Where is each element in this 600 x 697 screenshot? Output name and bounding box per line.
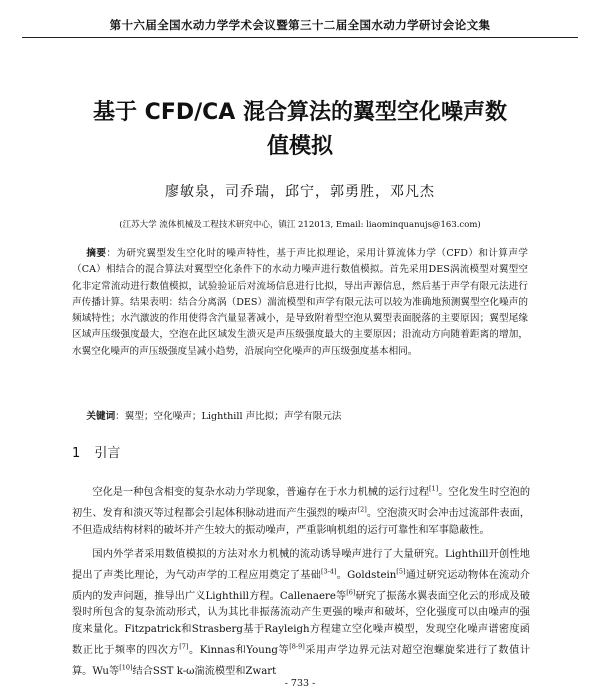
section-number: 1 <box>72 446 81 461</box>
citation-marker: [3-4] <box>320 567 337 576</box>
citation-marker: [1] <box>428 485 439 493</box>
body-paragraph-2 <box>72 547 530 680</box>
title-line-2: 值模拟 <box>266 134 333 159</box>
keywords-text: ：翼型；空化噪声；Lighthill 声比拟；声学有限元法 <box>115 411 342 422</box>
paper-title <box>60 96 540 164</box>
citation-marker: [10] <box>119 663 133 672</box>
proceedings-header: 第十六届全国水动力学学术会议暨第三十二届全国水动力学研讨会论文集 <box>109 18 491 32</box>
section-title: 引言 <box>94 446 121 461</box>
section-heading <box>72 442 120 461</box>
page-number: - 733 - <box>284 678 316 689</box>
title-line-1: 基于 CFD/CA 混合算法的翼型空化噪声数 <box>93 100 507 125</box>
citation-marker: [2] <box>357 505 367 514</box>
body-paragraph-1 <box>72 481 530 539</box>
citation-marker: [6] <box>346 588 356 597</box>
author-list: 廖敏泉，司乔瑞，邱宁，郭勇胜，邓凡杰 <box>165 184 435 200</box>
keywords <box>72 409 528 425</box>
paragraph-text: 空化是一种包含相变的复杂水动力学现象，普遍存在于水力机械的运行过程[1]。空化发生时空泡的初生、发育和溃灭等过程都会引起体积脉动进而产生强烈的噪声[2]。空泡溃灭时会冲击过流部件表面，不但造成结构材料的破坏并产生较大的振动噪声，严重影响机组的运行可靠性和军事隐蔽性。 <box>72 485 531 536</box>
citation-marker: [8-9] <box>289 642 305 651</box>
citation-marker: [7] <box>179 642 189 651</box>
citation-marker: [5] <box>396 567 406 576</box>
abstract-text: ：为研究翼型发生空化时的噪声特性，基于声比拟理论，采用计算流体力学（CFD）和计算声学（CA）相结合的混合算法对翼型空化条件下的水动力噪声进行数值模拟。首先采用DES涡流模型对翼型空化非定常流动进行数值模拟，试验验证后对流场信息进行比拟，导出声源信息，然后基于声学有限元法进行声传播计算。结果表明：结合分离涡（DES）湍流模型和声学有限元法可以较为准确地预测翼型空化噪声的频域特性；水汽激波的作用使得含汽量显著减小，是导致附着型空泡从翼型表面脱落的主要原因；翼型尾缘区域声压级强度最大，空泡在此区域发生溃灭是声压级强度最大的主要原因；沿流动方向随着距离的增加，水翼空化噪声的声压级强度呈减小趋势，沿展向空化噪声的声压级强度基本相同。 <box>72 248 528 357</box>
abstract <box>72 246 528 360</box>
paragraph-text: 国内外学者采用数值模拟的方法对水力机械的流动诱导噪声进行了大量研究。Lighthill开创性地提出了声类比理论，为气动声学的工程应用奠定了基础[3-4]。Goldstein[5]通过研究运动物体在流动介质内的发声问题，推导出广义Lighthill方程。Callenaere等[6]研究了振荡水翼表面空化云的形成及破裂时所包含的复杂流动形式，认为其比非振荡流动产生更强的噪声和破坏，空化强度可以由噪声的强度来量化。Fitzpatrick和Strasberg基于Rayleigh方程建立空化噪声模型，发现空化噪声谱密度函数正比于频率的四次方[7]。Kinnas和Young等[8-9]采用声学边界元法对超空泡螺旋桨进行了数值计算。Wu等[10]结合SST k-ω湍流模型和Zwart <box>72 549 531 677</box>
affiliation: (江苏大学 流体机械及工程技术研究中心，镇江 212013, Email: liaominquanujs@163.com) <box>119 220 481 230</box>
keywords-label: 关键词 <box>86 411 116 422</box>
abstract-label: 摘要 <box>86 248 107 259</box>
header-divider <box>22 37 578 38</box>
